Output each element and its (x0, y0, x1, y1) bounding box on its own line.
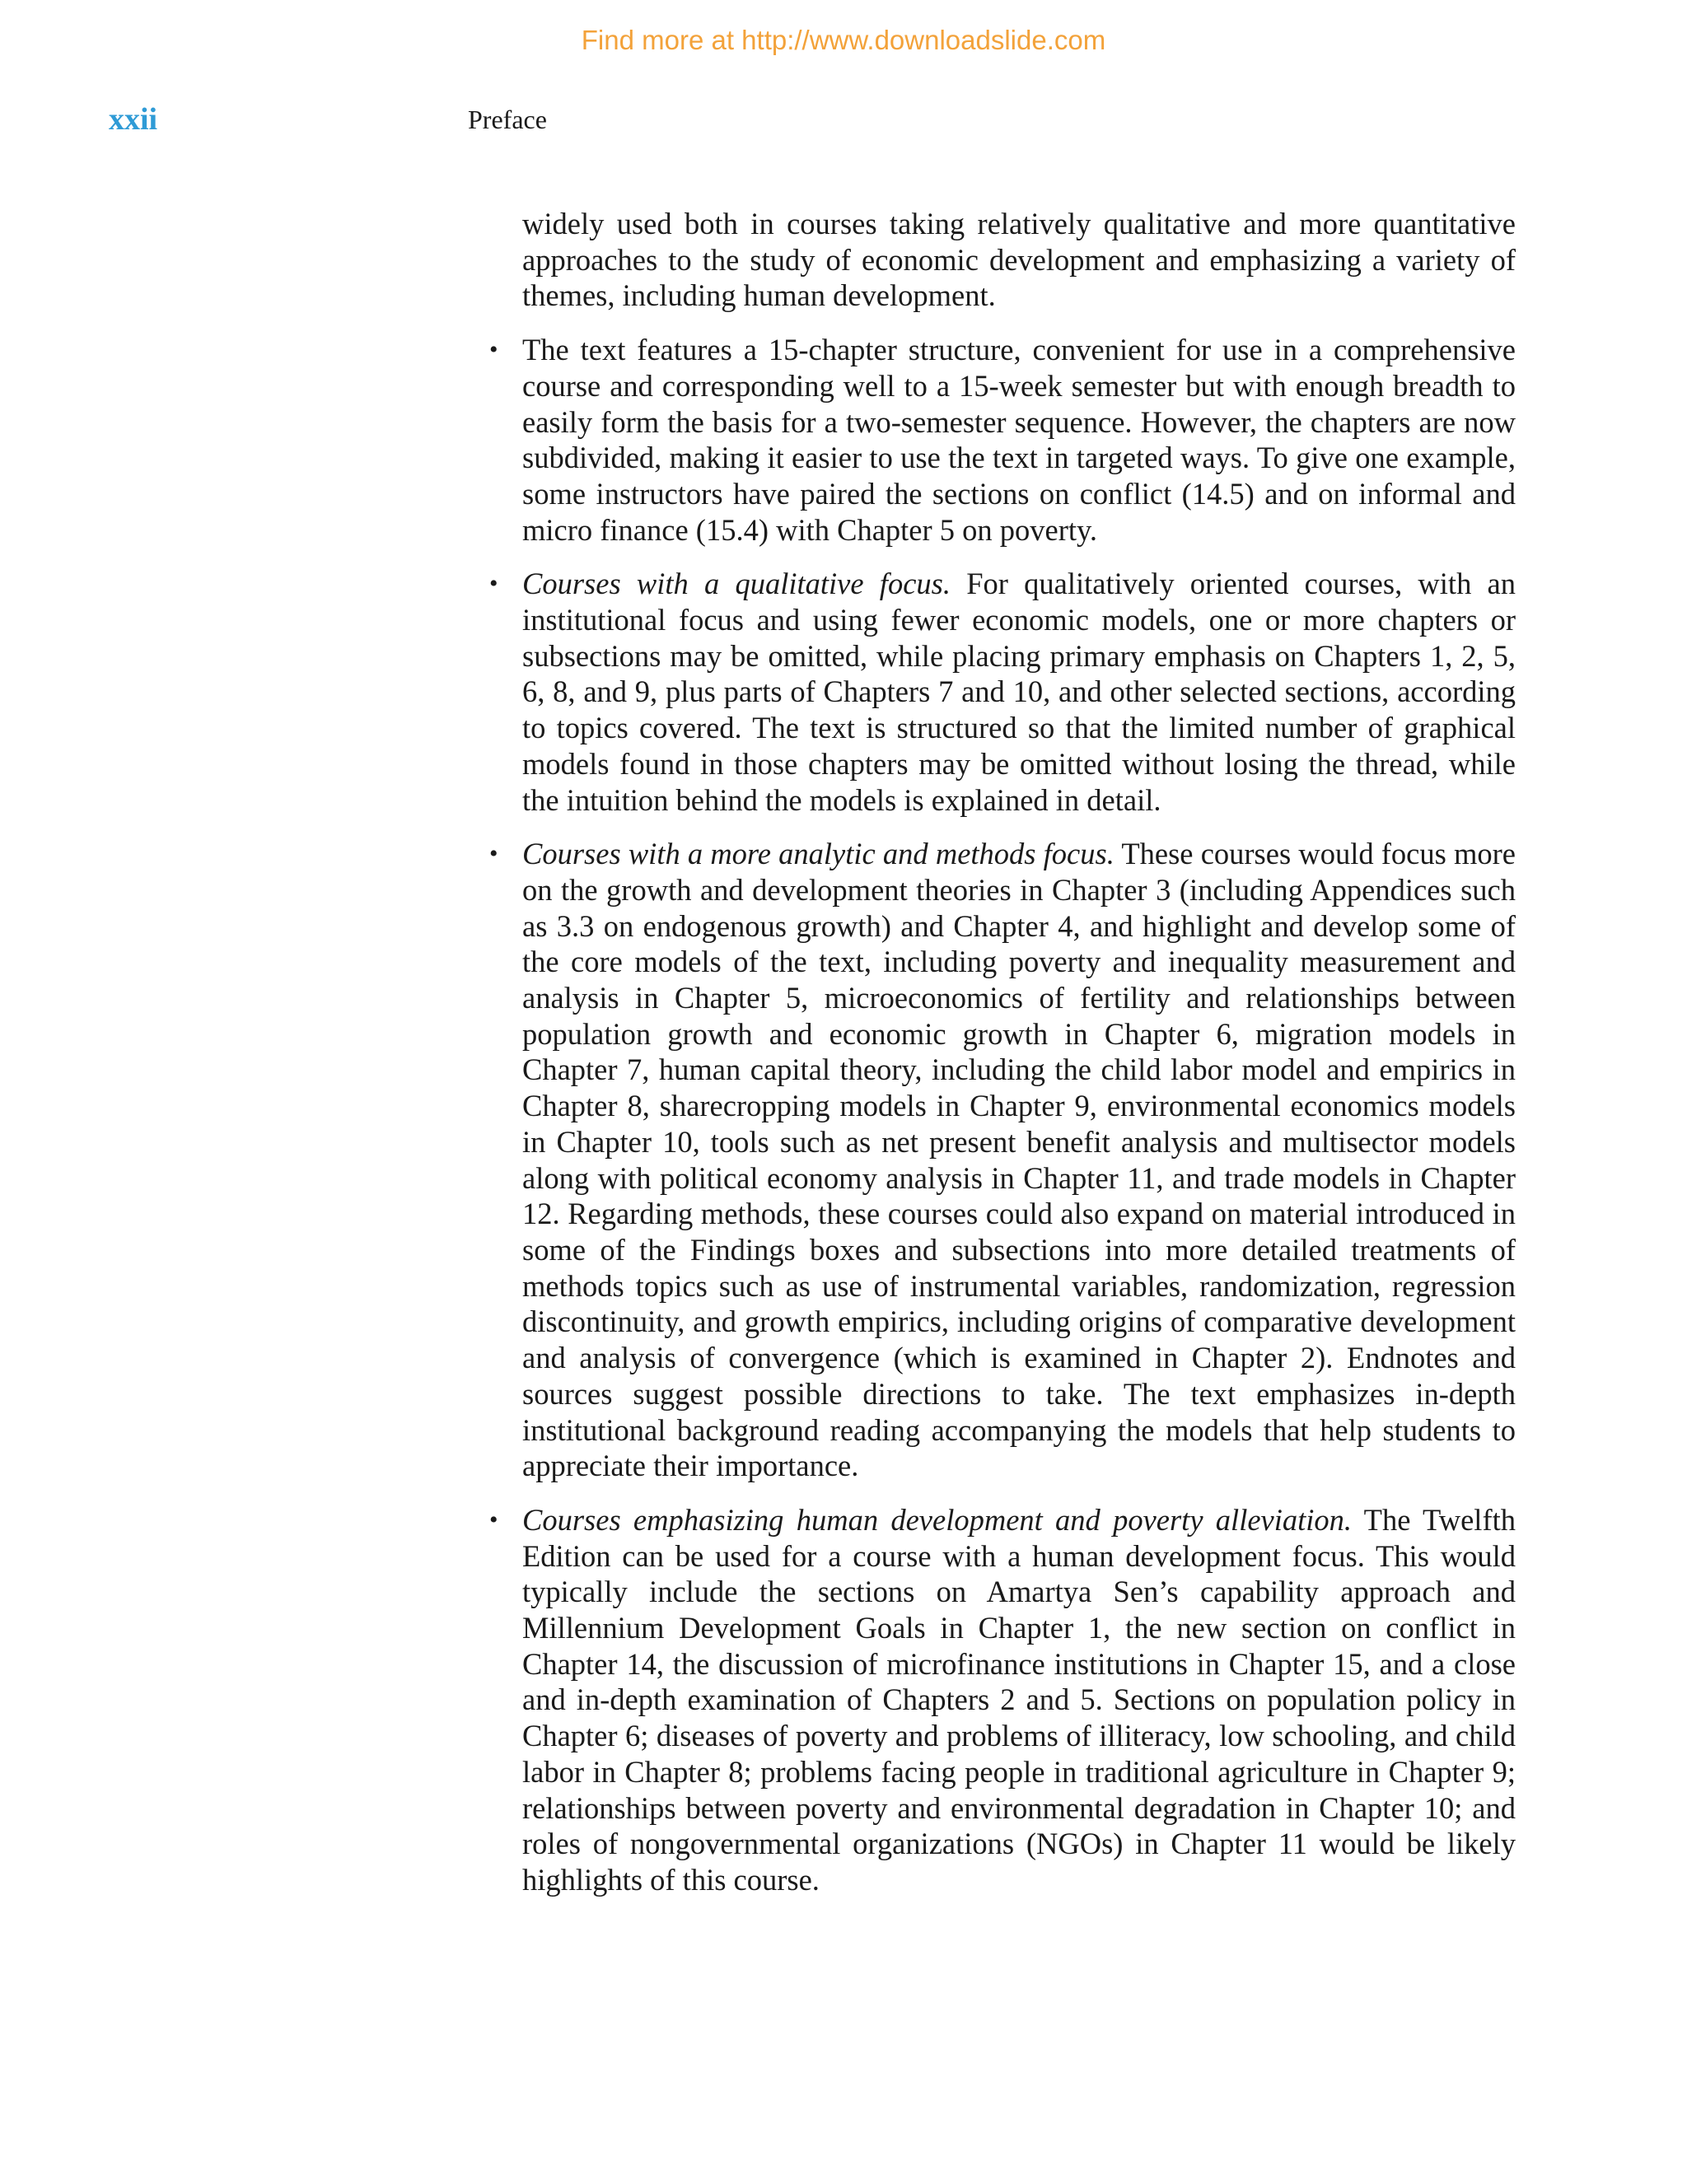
list-item-text: The Twelfth Edition can be used for a course with a human development focus. This would typically include the sections on Amartya Sen’s capability approach and Millennium Development Goals in Chapter 1, the new section on conflict in Chapter 14, the discussion of microfinance institutions in Chapter 15, and a close and in-depth examination of Chapters 2 and 5. Sections on population policy in Chapter 6; diseases of poverty and problems of illiteracy, low schooling, and child labor in Chapter 8; problems facing people in traditional agriculture in Chapter 9; relationships between poverty and environmental degradation in Chapter 10; and roles of nongovernmental organizations (NGOs) in Chapter 11 would be likely highlights of this course. (522, 1502, 1516, 1897)
list-item-lead: Courses emphasizing human development and poverty alleviation. (522, 1502, 1353, 1537)
list-item-text: The text features a 15-chapter structure, convenient for use in a comprehensive course and corresponding well to a 15-week semester but with enough breadth to easily form the basis for a two-semester sequence. However, the chapters are now subdivided, making it easier to use the text in targeted ways. To give one example, some instructors have paired the sections on conflict (14.5) and on informal and micro finance (15.4) with Chapter 5 on poverty. (522, 333, 1516, 547)
bullet-icon: • (489, 336, 498, 364)
list-item-text: These courses would focus more on the growth and development theories in Chapter 3 (including Appendices such as 3.3 on endogenous growth) and Chapter 4, and highlight and develop some of the core models of the text, including poverty and inequality measurement and analysis in Chapter 5, microeconomics of fertility and relationships between population growth and economic growth in Chapter 6, migration models in Chapter 7, human capital theory, including the child labor model and empirics in Chapter 8, sharecropping models in Chapter 9, environmental economics models in Chapter 10, tools such as net present benefit analysis and multisector models along with political economy analysis in Chapter 11, and trade models in Chapter 12. Regarding methods, these courses could also expand on material introduced in some of the Findings boxes and subsections into more detailed treatments of methods topics such as use of instrumental variables, randomization, regression discontinuity, and growth empirics, including origins of comparative development and analysis of convergence (which is examined in Chapter 2). Endnotes and sources suggest possible directions to take. The text emphasizes in-depth institutional background reading accompanying the models that help students to appreciate their importance. (522, 837, 1516, 1483)
running-head: Preface (468, 105, 547, 134)
list-item (489, 1502, 1516, 1898)
list-item-lead: Courses with a more analytic and methods focus. (522, 837, 1115, 871)
bullet-icon: • (489, 1505, 498, 1533)
list-item (489, 836, 1516, 1484)
watermark-link: Find more at http://www.downloadslide.com (581, 25, 1106, 55)
list-item (489, 566, 1516, 818)
bullet-icon: • (489, 840, 498, 868)
page-body (489, 206, 1516, 1916)
bullet-list (489, 332, 1516, 1898)
intro-paragraph: widely used both in courses taking relatively qualitative and more quantitative approaches to the study of economic development and emphasizing a variety of themes, including human development. (522, 207, 1516, 313)
list-item-text: For qualitatively oriented courses, with an institutional focus and using fewer economic models, one or more chapters or subsections may be omitted, while placing primary emphasis on Chapters 1, 2, 5, 6, 8, and 9, plus parts of Chapters 7 and 10, and other selected sections, according to topics covered. The text is structured so that the limited number of graphical models found in those chapters may be omitted without losing the thread, while the intuition behind the models is explained in detail. (522, 567, 1516, 817)
list-item (489, 332, 1516, 548)
bullet-icon: • (489, 570, 498, 598)
page-number: xxii (109, 102, 158, 137)
list-item-lead: Courses with a qualitative focus. (522, 567, 951, 601)
